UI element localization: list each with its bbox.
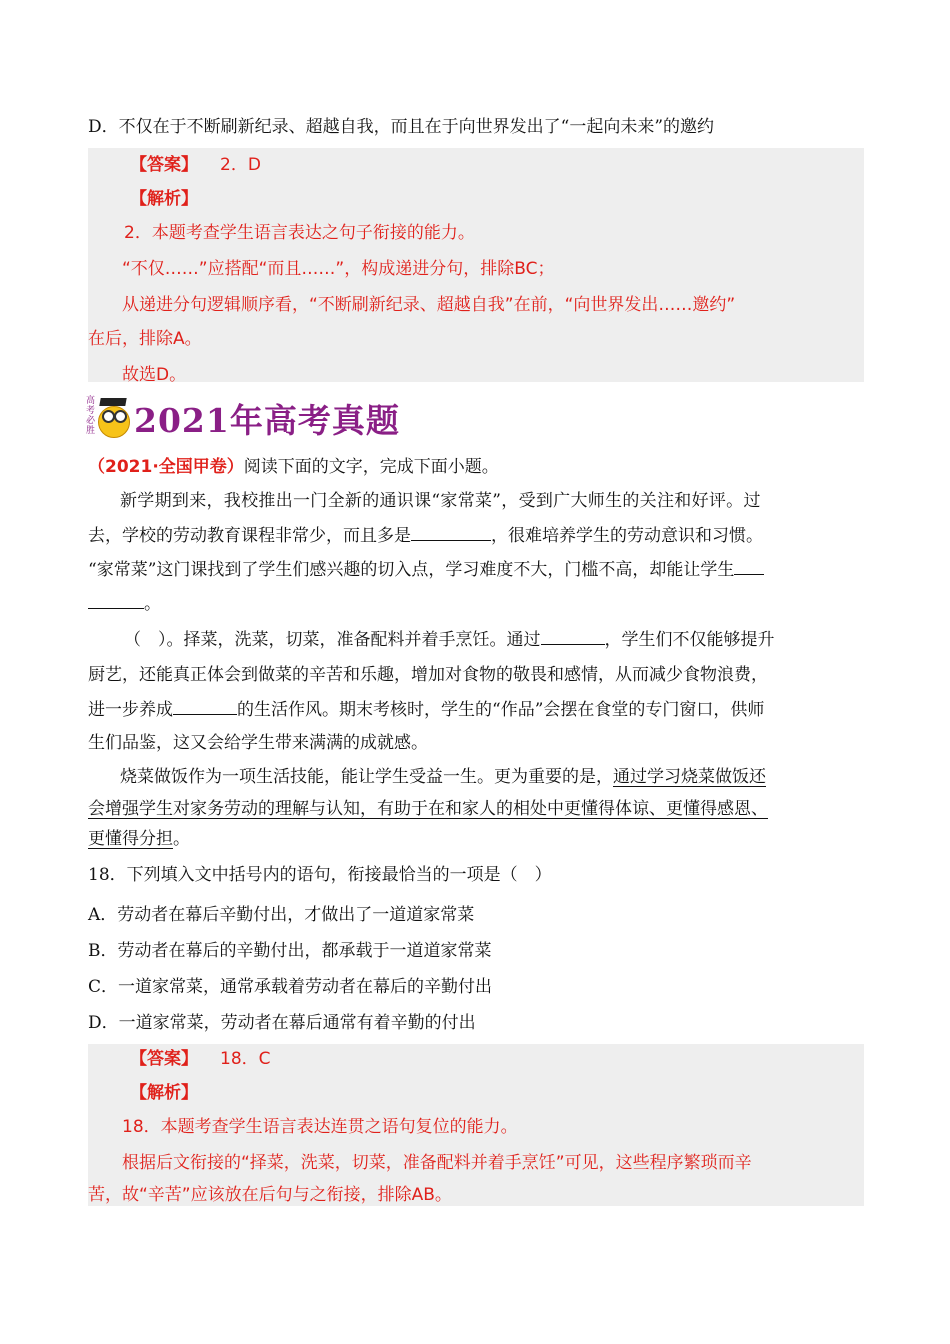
paragraph-line: 生们品鉴，这又会给学生带来满满的成就感。 [88,733,428,753]
q18-option-c: C．一道家常菜，通常承载着劳动者在幕后的辛勤付出 [88,977,493,997]
paragraph-line: “家常菜”这门课找到了学生们感兴趣的切入点，学习难度不大，门槛不高，却能让学生 [88,558,764,581]
q18-option-d: D．一道家常菜，劳动者在幕后通常有着辛勤的付出 [88,1013,476,1033]
passage-source: （2021·全国甲卷） [88,457,244,477]
analysis-line: 苦，故“辛苦”应该放在后句与之衔接，排除AB。 [88,1185,452,1205]
paragraph-line: 新学期到来，我校推出一门全新的通识课“家常菜”，受到广大师生的关注和好评。过 [120,491,761,511]
underlined-text: 更懂得分担 [88,829,173,849]
logo-text: 高考必胜 [86,396,96,436]
q2-option-d: D．不仅在于不断刷新纪录、超越自我，而且在于向世界发出了“一起向未来”的邀约 [88,117,715,137]
passage-instruction: 阅读下面的文字，完成下面小题。 [243,457,499,477]
section-title: 2021年高考真题 [134,400,400,440]
q18-answer-box [88,1044,864,1206]
answer-label: 【答案】 [130,1049,198,1069]
analysis-line: 从递进分句逻辑顺序看，“不断刷新纪录、超越自我”在前，“向世界发出……邀约” [122,295,736,315]
q2-answer-box [88,148,864,385]
answer-value: 18．C [220,1049,271,1069]
analysis-line: “不仅……”应搭配“而且……”，构成递进分句，排除BC； [122,259,555,279]
analysis-line: 故选D。 [122,365,187,385]
answer-value: 2．D [220,155,261,175]
fill-blank [411,524,491,541]
underlined-text: 会增强学生对家务劳动的理解与认知，有助于在和家人的相处中更懂得体谅、更懂得感恩、 [88,799,768,819]
q18-stem: 18．下列填入文中括号内的语句，衔接最恰当的一项是（ ） [88,865,552,885]
analysis-line: 在后，排除A。 [88,329,202,349]
passage-source-line [88,456,499,478]
answer-label: 【答案】 [130,155,198,175]
paragraph-line: 进一步养成 的生活作风。期末考核时，学生的“作品”会摆在食堂的专门窗口，供师 [88,700,765,720]
analysis-label: 【解析】 [130,189,198,209]
paragraph-line: 更懂得分担。 [88,829,190,849]
fill-blank [173,698,237,715]
analysis-line: 根据后文衔接的“择菜，洗菜，切菜，准备配料并着手烹饪”可见，这些程序繁琐而辛 [122,1153,752,1173]
section-heading [86,395,400,441]
analysis-line: 2．本题考查学生语言表达之句子衔接的能力。 [124,223,475,243]
fill-blank [88,592,144,609]
paragraph-line: 烧菜做饭作为一项生活技能，能让学生受益一生。更为重要的是，通过学习烧菜做饭还 [120,767,766,787]
paragraph-line: 厨艺，还能真正体会到做菜的辛苦和乐趣，增加对食物的敬畏和感情，从而减少食物浪费， [88,665,768,685]
analysis-label: 【解析】 [130,1083,198,1103]
q18-option-a: A．劳动者在幕后辛勤付出，才做出了一道道家常菜 [88,905,475,925]
paragraph-line: 去，学校的劳动教育课程非常少，而且多是 ，很难培养学生的劳动意识和习惯。 [88,526,763,546]
paragraph-line: 。 [88,592,161,615]
analysis-line: 18．本题考查学生语言表达连贯之语句复位的能力。 [122,1117,518,1137]
underlined-text: 通过学习烧菜做饭还 [613,767,766,787]
q18-option-b: B．劳动者在幕后的辛勤付出，都承载于一道道家常菜 [88,941,492,961]
mascot-logo-icon [86,396,128,440]
fill-blank [734,558,764,575]
fill-blank [541,628,605,645]
paragraph-line: （ ）。择菜，洗菜，切菜，准备配料并着手烹饪。通过 ，学生们不仅能够提升 [124,630,775,650]
